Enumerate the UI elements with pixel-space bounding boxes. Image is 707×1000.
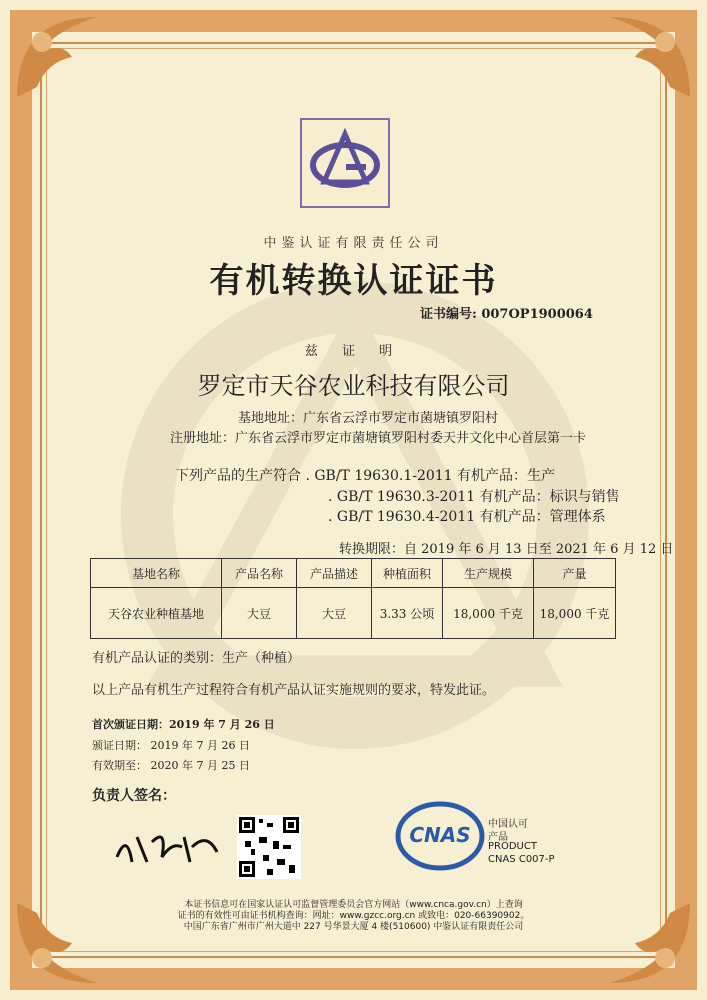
cgc-logo-icon: [302, 120, 388, 206]
footer-line-1: 本证书信息可在国家认证认可监督管理委员会官方网站（www.cnca.gov.cn）上查询: [184, 900, 523, 910]
conversion-period: 转换期限：自 2019 年 6 月 13 日至 2021 年 6 月 12 日: [339, 542, 674, 557]
handwritten-signature: [112, 822, 222, 872]
cnas-line-1: 中国认可: [488, 819, 528, 830]
footer-line-3: 中国广东省广州市广州大道中 227 号华景大厦 4 楼(510600) 中鉴认证有限责任公司: [183, 922, 524, 932]
table-row: [91, 588, 616, 639]
table-header: 产品名称: [222, 559, 297, 588]
issue-date: 颁证日期： 2019 年 7 月 26 日: [92, 739, 250, 752]
registered-address: 注册地址：广东省云浮市罗定市菌塘镇罗阳村委天井文化中心首层第一卡: [170, 431, 587, 446]
table-header: 基地名称: [91, 559, 222, 588]
certify-heading: 兹 证 明: [304, 344, 403, 359]
cnas-line-4: CNAS C007-P: [488, 854, 555, 865]
table-header: 种植面积: [372, 559, 443, 588]
standard-line-3: . GB/T 19630.4-2011 有机产品：管理体系: [328, 509, 606, 525]
certificate-title: 有机转换认证证书: [209, 261, 498, 301]
table-cell: 天谷农业种植基地: [91, 588, 222, 639]
table-header: 产品描述: [297, 559, 372, 588]
table-header: 生产规模: [443, 559, 534, 588]
cnas-line-2: 产品: [488, 832, 508, 843]
base-address: 基地地址：广东省云浮市罗定市菌塘镇罗阳村: [238, 411, 499, 426]
table-cell: 18,000 千克: [534, 588, 616, 639]
table-header: 产量: [534, 559, 616, 588]
table-cell: 3.33 公顷: [372, 588, 443, 639]
footer-line-2: 证书的有效性可由证书机构查询：网址：www.gzcc.org.cn 或致电：020-66390902。: [177, 911, 530, 921]
organization-name: 罗定市天谷农业科技有限公司: [197, 372, 510, 400]
cnas-line-3: PRODUCT: [488, 841, 537, 852]
cgc-logo: [300, 118, 390, 208]
certificate-number: [420, 303, 593, 322]
corner-ornament-top-right: [605, 12, 695, 102]
table-cell: 大豆: [222, 588, 297, 639]
certificate-number-value: 007OP1900064: [481, 307, 593, 322]
certification-statement: 以上产品有机生产过程符合有机产品认证实施规则的要求，特发此证。: [92, 683, 496, 698]
valid-until-date: 有效期至： 2020 年 7 月 25 日: [92, 759, 250, 772]
corner-ornament-top-left: [12, 12, 102, 102]
certification-category: 有机产品认证的类别：生产（种植）: [92, 651, 301, 666]
table-cell: 大豆: [297, 588, 372, 639]
standard-line-1: 下列产品的生产符合 . GB/T 19630.1-2011 有机产品：生产: [175, 468, 556, 484]
qr-code[interactable]: [237, 815, 301, 879]
certificate-number-label: 证书编号:: [420, 307, 477, 322]
signer-label: 负责人签名：: [92, 788, 176, 804]
cnas-logo: [395, 800, 485, 872]
issuer-name: 中鉴认证有限责任公司: [263, 236, 444, 251]
table-cell: 18,000 千克: [443, 588, 534, 639]
product-table: [90, 558, 616, 639]
first-issue-date: 首次颁证日期：2019 年 7 月 26 日: [92, 718, 275, 731]
standard-line-2: . GB/T 19630.3-2011 有机产品：标识与销售: [328, 489, 620, 505]
table-header-row: [91, 559, 616, 588]
cnas-logo-text: CNAS: [409, 823, 471, 847]
